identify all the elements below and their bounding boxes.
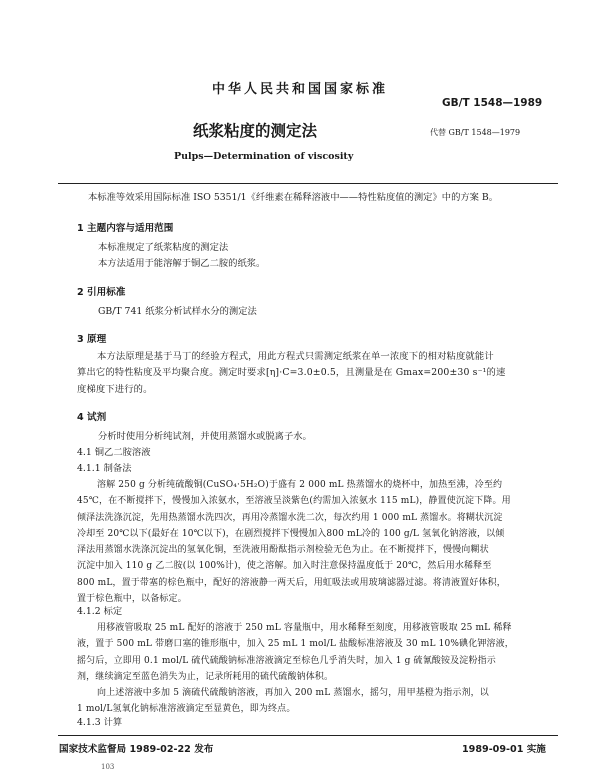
header-divider — [58, 183, 558, 184]
subsection-4-1-2-heading: 4.1.2 标定 — [77, 606, 123, 617]
paragraph-line: 溶解 250 g 分析纯硫酸铜(CuSO₄·5H₂O)于盛有 2 000 mL 热蒸馏水的烧杯中，加热至沸，冷至约 — [97, 480, 503, 490]
document-title-en: Pulps—Determination of viscosity — [174, 151, 354, 162]
paragraph-line: 泽法用蒸馏水洗涤沉淀出的氢氧化铜，至洗液用酚酞指示剂检验无色为止。在不断搅拌下，慢慢向糊状 — [77, 545, 489, 556]
document-title-cn: 纸浆粘度的测定法 — [193, 122, 318, 140]
section-3-heading: 3 原理 — [77, 334, 107, 345]
subsection-4-1-1-heading: 4.1.1 制备法 — [77, 463, 132, 474]
replaces-note: 代替 GB/T 1548—1979 — [430, 128, 521, 137]
paragraph-line: 沉淀中加入 110 g 乙二胺(以 100%计)，使之溶解。加入时注意保持温度低于 20℃，然后用水稀释至 — [77, 561, 492, 572]
paragraph-line: 45℃，在不断搅拌下，慢慢加入浓氨水，至溶液呈淡紫色(约需加入浓氨水 115 mL)，静置使沉淀下降。用 — [77, 496, 511, 507]
paragraph-line: 算出它的特性粘度及平均聚合度。测定时要求[η]·C=3.0±0.5，且测量是在 Gmax=200±30 s⁻¹的速 — [77, 367, 506, 379]
paragraph-line: 剂，继续滴定至蓝色消失为止，记录所耗用的硫代硫酸钠体积。 — [77, 671, 334, 682]
subsection-4-1-3-heading: 4.1.3 计算 — [77, 717, 123, 728]
subsection-4-1-heading: 4.1 铜乙二胺溶液 — [77, 447, 151, 458]
paragraph-line: 倾泽法洗涤沉淀，先用热蒸馏水洗四次，再用冷蒸馏水洗二次，每次约用 1 000 mL 蒸馏水。将糊状沉淀 — [77, 512, 503, 523]
section-4-heading: 4 试剂 — [77, 412, 107, 423]
implementation-date: 1989-09-01 实施 — [462, 744, 546, 755]
paragraph-line: 用移液管吸取 25 mL 配好的溶液于 250 mL 容量瓶中，用水稀释至刻度，用移液管吸取 25 mL 稀释 — [97, 623, 512, 633]
paragraph-line: 800 mL，置于带塞的棕色瓶中，配好的溶液静一两天后，用虹吸法或用玻璃滤器过滤。将清液置好体积， — [77, 577, 506, 588]
section-1-line-2: 本方法适用于能溶解于铜乙二胺的纸浆。 — [98, 258, 266, 269]
intro-paragraph: 本标准等效采用国际标准 ISO 5351/1《纤维素在稀释溶液中——特性粘度值的测定》中的方案 B。 — [88, 192, 499, 203]
calibration-paragraph-2 — [77, 685, 549, 718]
national-standard-heading: 中华人民共和国国家标准 — [211, 82, 388, 97]
preparation-paragraph — [77, 477, 549, 607]
paragraph-line: 度梯度下进行的。 — [77, 383, 153, 395]
paragraph-line: 向上述溶液中多加 5 滴硫代硫酸钠溶液，再加入 200 mL 蒸馏水，摇匀，用甲基橙为指示剂，以 — [97, 688, 489, 698]
section-2-reference: GB/T 741 纸浆分析试样水分的测定法 — [98, 306, 257, 317]
calibration-paragraph — [77, 620, 549, 685]
section-1-line-1: 本标准规定了纸浆粘度的测定法 — [98, 242, 229, 253]
section-2-heading: 2 引用标准 — [77, 287, 126, 298]
paragraph-line: 1 mol/L氢氧化钠标准溶液滴定至显黄色，即为终点。 — [77, 704, 296, 715]
section-4-line: 分析时使用分析纯试剂，并使用蒸馏水或脱离子水。 — [98, 431, 312, 442]
section-3-paragraph — [77, 349, 549, 398]
section-1-heading: 1 主题内容与适用范围 — [77, 223, 174, 234]
issue-date: 国家技术监督局 1989-02-22 发布 — [59, 744, 214, 755]
paragraph-line: 冷却至 20℃以下(最好在 10℃以下)，在剧烈搅拌下慢慢加入800 mL冷的 100 g/L 氢氧化钠溶液，以倾 — [77, 528, 505, 539]
footer-divider — [58, 735, 558, 736]
paragraph-line: 液，置于 500 mL 带磨口塞的锥形瓶中，加入 25 mL 1 mol/L 盐酸标准溶液及 30 mL 10%碘化钾溶液， — [77, 639, 514, 650]
page-number: 103 — [101, 763, 115, 771]
paragraph-line: 置于棕色瓶中，以备标定。 — [77, 594, 187, 605]
paragraph-line: 本方法原理是基于马丁的经验方程式，用此方程式只需测定纸浆在单一浓度下的相对粘度就能计 — [97, 351, 494, 362]
standard-code: GB/T 1548—1989 — [442, 97, 543, 109]
paragraph-line: 摇匀后，立即用 0.1 mol/L 硫代硫酸钠标准溶液滴定至棕色几乎消失时，加入 1 g 硫氰酸铵及淀粉指示 — [77, 655, 496, 666]
